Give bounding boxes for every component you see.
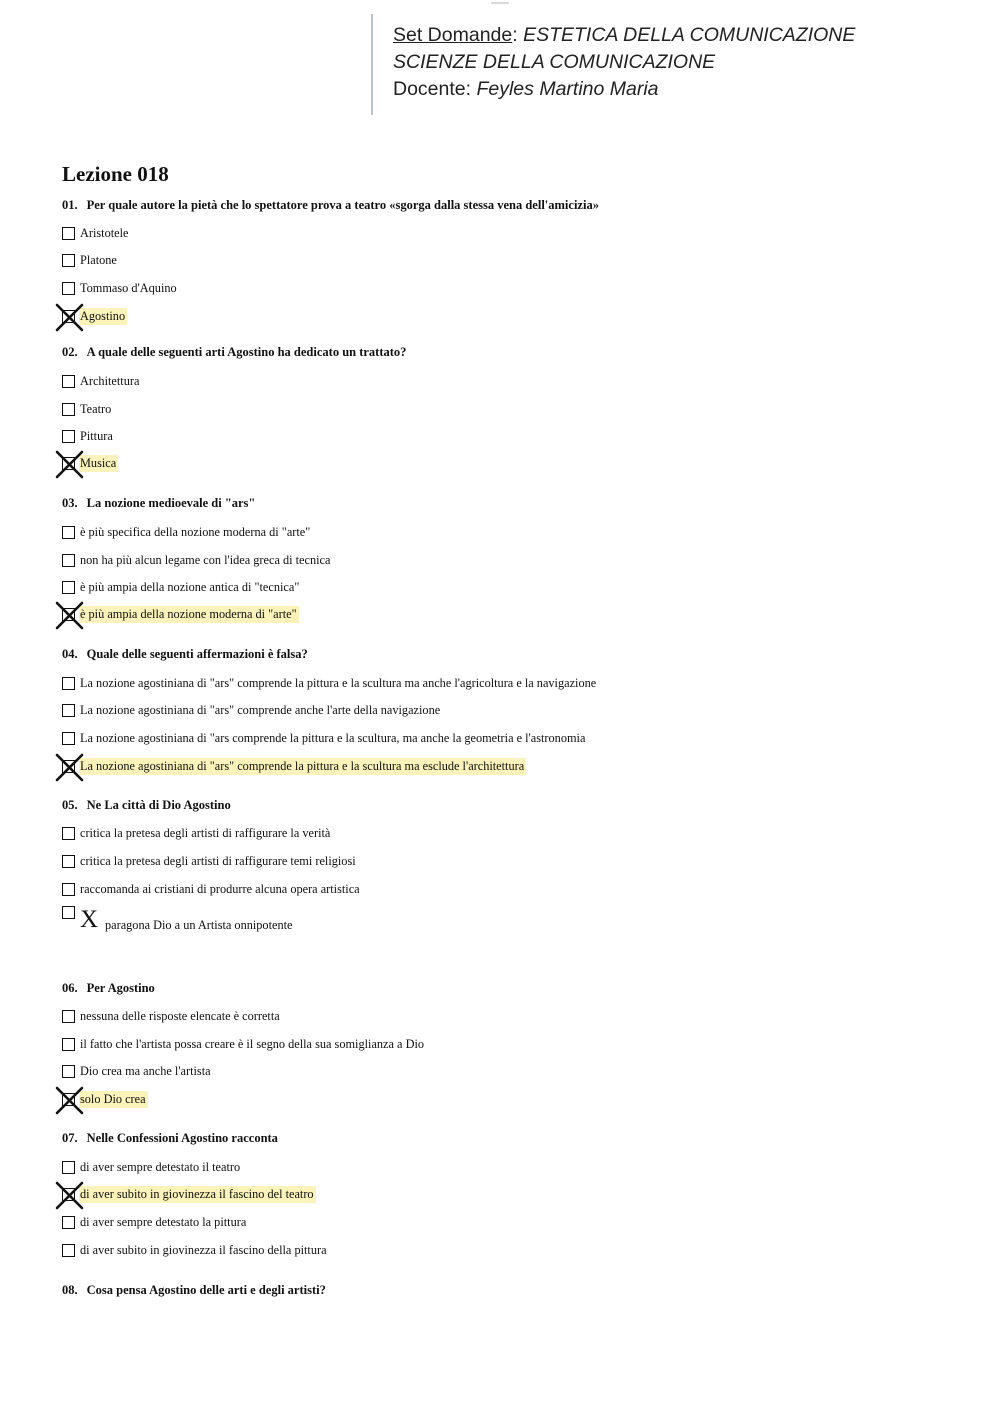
set-colon: : [512, 24, 524, 46]
answer-checkbox[interactable] [62, 227, 75, 240]
answer-checkbox[interactable] [62, 581, 75, 594]
answer-option[interactable] [62, 1062, 213, 1080]
question-number: 01. [62, 198, 78, 212]
answer-checkbox[interactable] [62, 732, 75, 745]
answer-option[interactable] [62, 880, 362, 898]
question-text: La nozione medioevale di "ars" [86, 496, 256, 510]
question-number: 06. [62, 981, 78, 995]
question-text: Per Agostino [86, 981, 155, 995]
header-divider [371, 14, 373, 115]
answer-option[interactable] [62, 852, 358, 870]
answer-checkbox-checked[interactable] [62, 457, 75, 470]
answer-text: critica la pretesa degli artisti di raffigurare temi religiosi [80, 853, 356, 868]
teacher-name: Feyles Martino Maria [476, 78, 659, 100]
answer-option[interactable] [62, 251, 119, 269]
answer-text: di aver subito in giovinezza il fascino della pittura [80, 1242, 327, 1257]
answer-option[interactable] [62, 674, 598, 692]
answer-option[interactable] [62, 757, 526, 775]
question-text: Ne La città di Dio Agostino [86, 798, 231, 812]
answer-text: Tommaso d'Aquino [80, 280, 177, 295]
teacher-line [393, 76, 855, 103]
answer-option[interactable] [62, 1241, 329, 1259]
question-number: 05. [62, 798, 78, 812]
answer-text: è più ampia della nozione antica di "tecnica" [80, 579, 300, 594]
answer-text-selected: di aver subito in giovinezza il fascino del teatro [80, 1186, 314, 1201]
answer-text: Architettura [80, 373, 140, 388]
answer-text: Platone [80, 252, 117, 267]
question-4 [62, 647, 308, 662]
answer-option[interactable] [62, 1090, 148, 1108]
answer-checkbox[interactable] [62, 282, 75, 295]
answer-text: La nozione agostiniana di "ars" comprende anche l'arte della navigazione [80, 702, 441, 717]
answer-text: Teatro [80, 401, 112, 416]
answer-text: raccomanda ai cristiani di produrre alcuna opera artistica [80, 881, 360, 896]
question-2 [62, 345, 406, 360]
question-text: Nelle Confessioni Agostino racconta [86, 1131, 278, 1145]
check-x-icon [55, 450, 84, 479]
answer-option[interactable] [62, 551, 332, 569]
answer-checkbox[interactable] [62, 1010, 75, 1023]
answer-text-selected: solo Dio crea [80, 1091, 146, 1106]
set-label: Set Domande [393, 24, 513, 46]
answer-option[interactable] [62, 701, 442, 719]
course-name: ESTETICA DELLA COMUNICAZIONE [523, 24, 856, 46]
answer-option[interactable] [62, 824, 332, 842]
answer-option[interactable] [62, 1213, 248, 1231]
answer-option[interactable] [62, 605, 299, 623]
answer-option[interactable] [62, 1185, 316, 1203]
check-x-icon [55, 601, 84, 630]
answer-text-selected: è più ampia della nozione moderna di "arte" [80, 606, 297, 621]
answer-text-selected: La nozione agostiniana di "ars" comprende la pittura e la scultura ma esclude l'architettura [80, 758, 525, 773]
check-x-icon [55, 753, 84, 782]
answer-checkbox[interactable] [62, 883, 75, 896]
answer-option[interactable] [62, 1007, 282, 1025]
answer-checkbox-checked[interactable] [62, 310, 75, 323]
answer-option[interactable] [62, 224, 131, 242]
question-1 [62, 198, 599, 213]
answer-text: non ha più alcun legame con l'idea greca di tecnica [80, 552, 331, 567]
question-7 [62, 1131, 278, 1146]
answer-text-selected: Musica [80, 455, 117, 470]
lesson-title: Lezione 018 [62, 162, 169, 186]
question-text: Cosa pensa Agostino delle arti e degli artisti? [86, 1283, 326, 1297]
answer-checkbox[interactable] [62, 403, 75, 416]
answer-checkbox[interactable] [62, 704, 75, 717]
question-6 [62, 981, 155, 996]
answer-checkbox[interactable] [62, 554, 75, 567]
question-number: 04. [62, 647, 78, 661]
answer-checkbox[interactable] [62, 1161, 75, 1174]
check-x-icon [55, 1086, 84, 1115]
answer-text: nessuna delle risposte elencate è corretta [80, 1008, 280, 1023]
handwritten-x-mark: X [80, 906, 99, 933]
question-text: A quale delle seguenti arti Agostino ha dedicato un trattato? [86, 345, 407, 359]
document-header [393, 22, 855, 103]
question-number: 03. [62, 496, 78, 510]
check-x-icon [55, 303, 84, 332]
answer-option[interactable] [62, 523, 312, 541]
answer-checkbox[interactable] [62, 375, 75, 388]
answer-text: di aver sempre detestato la pittura [80, 1214, 247, 1229]
answer-checkbox-checked[interactable] [62, 760, 75, 773]
answer-option[interactable] [62, 400, 113, 418]
question-text: Quale delle seguenti affermazioni è falsa? [86, 647, 308, 661]
answer-text: Dio crea ma anche l'artista [80, 1063, 211, 1078]
question-text: Per quale autore la pietà che lo spettatore prova a teatro «sgorga dalla stessa vena dell'amicizia» [86, 198, 599, 212]
answer-text-selected: Agostino [80, 308, 126, 323]
question-number: 02. [62, 345, 78, 359]
answer-text: La nozione agostiniana di "ars" comprende la pittura e la scultura ma anche l'agricoltura e la navigazione [80, 675, 597, 690]
question-5 [62, 798, 231, 813]
answer-option[interactable] [62, 307, 127, 325]
answer-checkbox-checked[interactable] [62, 608, 75, 621]
header-artifact [491, 2, 509, 4]
answer-option[interactable] [62, 279, 179, 297]
answer-checkbox[interactable] [62, 906, 75, 919]
answer-option[interactable] [62, 454, 118, 472]
answer-checkbox[interactable] [62, 526, 75, 539]
question-3 [62, 496, 255, 511]
answer-checkbox[interactable] [62, 827, 75, 840]
answer-text: il fatto che l'artista possa creare è il segno della sua somiglianza a Dio [80, 1036, 425, 1051]
question-number: 08. [62, 1283, 78, 1297]
answer-checkbox[interactable] [62, 254, 75, 267]
answer-option[interactable] [62, 427, 115, 445]
answer-text: Pittura [80, 428, 113, 443]
answer-checkbox[interactable] [62, 855, 75, 868]
answer-checkbox[interactable] [62, 1216, 75, 1229]
answer-option[interactable] [62, 578, 301, 596]
course-line [393, 22, 855, 49]
answer-checkbox[interactable] [62, 430, 75, 443]
answer-text: paragona Dio a un Artista onnipotente [105, 918, 293, 932]
answer-text: è più specifica della nozione moderna di "arte" [80, 524, 311, 539]
answer-checkbox-checked[interactable] [62, 1188, 75, 1201]
answer-option[interactable] [62, 1158, 242, 1176]
check-x-icon [55, 1181, 84, 1210]
answer-option[interactable] [62, 372, 141, 390]
question-8 [62, 1283, 326, 1298]
answer-checkbox[interactable] [62, 1038, 75, 1051]
teacher-label: Docente: [393, 78, 477, 100]
answer-checkbox[interactable] [62, 1244, 75, 1257]
program-name: SCIENZE DELLA COMUNICAZIONE [393, 51, 716, 73]
answer-option[interactable] [62, 1035, 426, 1053]
question-number: 07. [62, 1131, 78, 1145]
answer-checkbox-checked[interactable] [62, 1093, 75, 1106]
answer-checkbox[interactable] [62, 1065, 75, 1078]
answer-text: critica la pretesa degli artisti di raffigurare la verità [80, 825, 331, 840]
answer-text: Aristotele [80, 225, 129, 240]
answer-text: di aver sempre detestato il teatro [80, 1159, 241, 1174]
answer-checkbox[interactable] [62, 677, 75, 690]
answer-option[interactable] [62, 729, 587, 747]
answer-text: La nozione agostiniana di "ars comprende la pittura e la scultura, ma anche la geometria e l'astronomia [80, 730, 586, 745]
